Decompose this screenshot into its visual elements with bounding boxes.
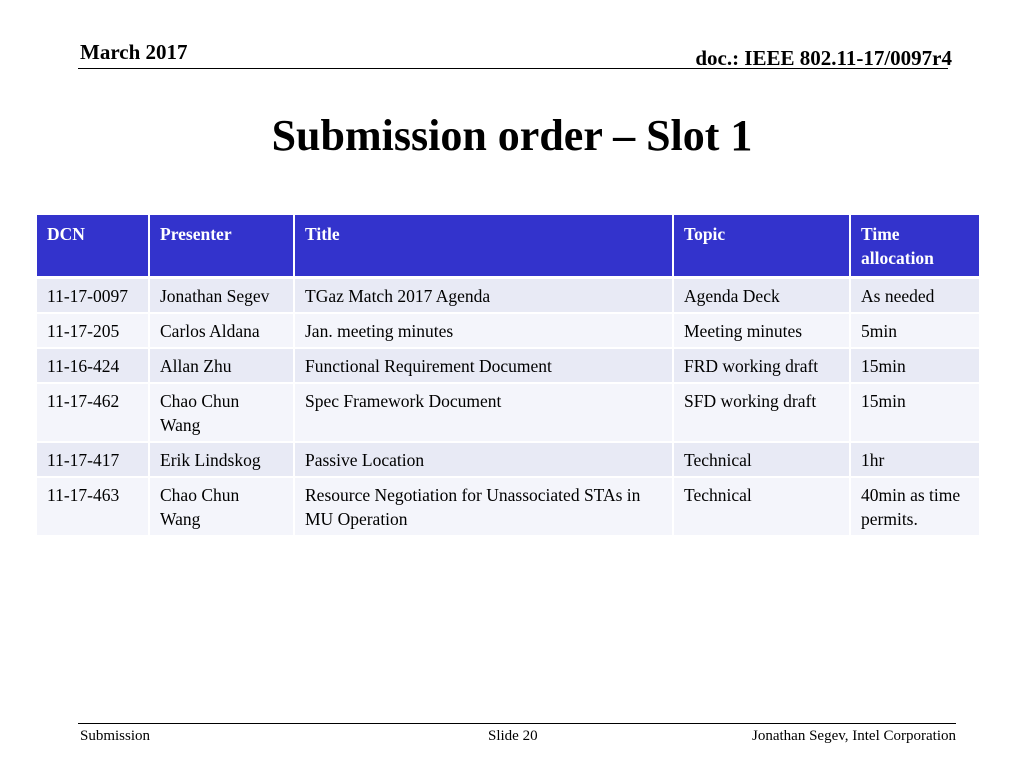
cell-dcn: 11-17-462: [37, 383, 149, 442]
cell-time-allocation: 1hr: [850, 442, 979, 477]
header-date: March 2017: [80, 40, 188, 64]
submission-table-container: [37, 215, 979, 537]
cell-title: Jan. meeting minutes: [294, 313, 673, 348]
cell-dcn: 11-17-0097: [37, 278, 149, 314]
table-header-row: [37, 215, 979, 278]
cell-dcn: 11-16-424: [37, 348, 149, 383]
cell-presenter: Jonathan Segev: [149, 278, 294, 314]
cell-topic: SFD working draft: [673, 383, 850, 442]
header-rule: [78, 68, 948, 69]
cell-dcn: 11-17-417: [37, 442, 149, 477]
cell-time-allocation: 40min as time permits.: [850, 477, 979, 536]
table-row: [37, 313, 979, 348]
column-header-topic: Topic: [673, 215, 850, 278]
column-header-dcn: DCN: [37, 215, 149, 278]
footer-submission: Submission: [80, 728, 151, 744]
cell-presenter: Chao Chun Wang: [149, 477, 294, 536]
submission-table: [37, 215, 979, 537]
cell-dcn: 11-17-463: [37, 477, 149, 536]
cell-presenter: Erik Lindskog: [149, 442, 294, 477]
column-header-title: Title: [294, 215, 673, 278]
cell-topic: Agenda Deck: [673, 278, 850, 314]
cell-title: Passive Location: [294, 442, 673, 477]
cell-title: Functional Requirement Document: [294, 348, 673, 383]
footer-rule: [78, 723, 956, 724]
cell-presenter: Allan Zhu: [149, 348, 294, 383]
cell-dcn: 11-17-205: [37, 313, 149, 348]
table-row: [37, 477, 979, 536]
footer-author: Jonathan Segev, Intel Corporation: [752, 728, 956, 744]
cell-time-allocation: 15min: [850, 348, 979, 383]
cell-title: Resource Negotiation for Unassociated STAs in MU Operation: [294, 477, 673, 536]
cell-topic: FRD working draft: [673, 348, 850, 383]
cell-title: Spec Framework Document: [294, 383, 673, 442]
footer-slide-number: Slide 20: [488, 728, 538, 744]
cell-topic: Technical: [673, 442, 850, 477]
cell-topic: Meeting minutes: [673, 313, 850, 348]
table-row: [37, 383, 979, 442]
cell-presenter: Carlos Aldana: [149, 313, 294, 348]
cell-time-allocation: 5min: [850, 313, 979, 348]
cell-title: TGaz Match 2017 Agenda: [294, 278, 673, 314]
cell-time-allocation: As needed: [850, 278, 979, 314]
table-row: [37, 348, 979, 383]
cell-presenter: Chao Chun Wang: [149, 383, 294, 442]
slide-title: Submission order – Slot 1: [271, 111, 753, 160]
column-header-presenter: Presenter: [149, 215, 294, 278]
header-doc-id: doc.: IEEE 802.11-17/0097r4: [695, 46, 952, 70]
table-row: [37, 278, 979, 314]
table-row: [37, 442, 979, 477]
cell-topic: Technical: [673, 477, 850, 536]
column-header-time-allocation: Time allocation: [850, 215, 979, 278]
cell-time-allocation: 15min: [850, 383, 979, 442]
